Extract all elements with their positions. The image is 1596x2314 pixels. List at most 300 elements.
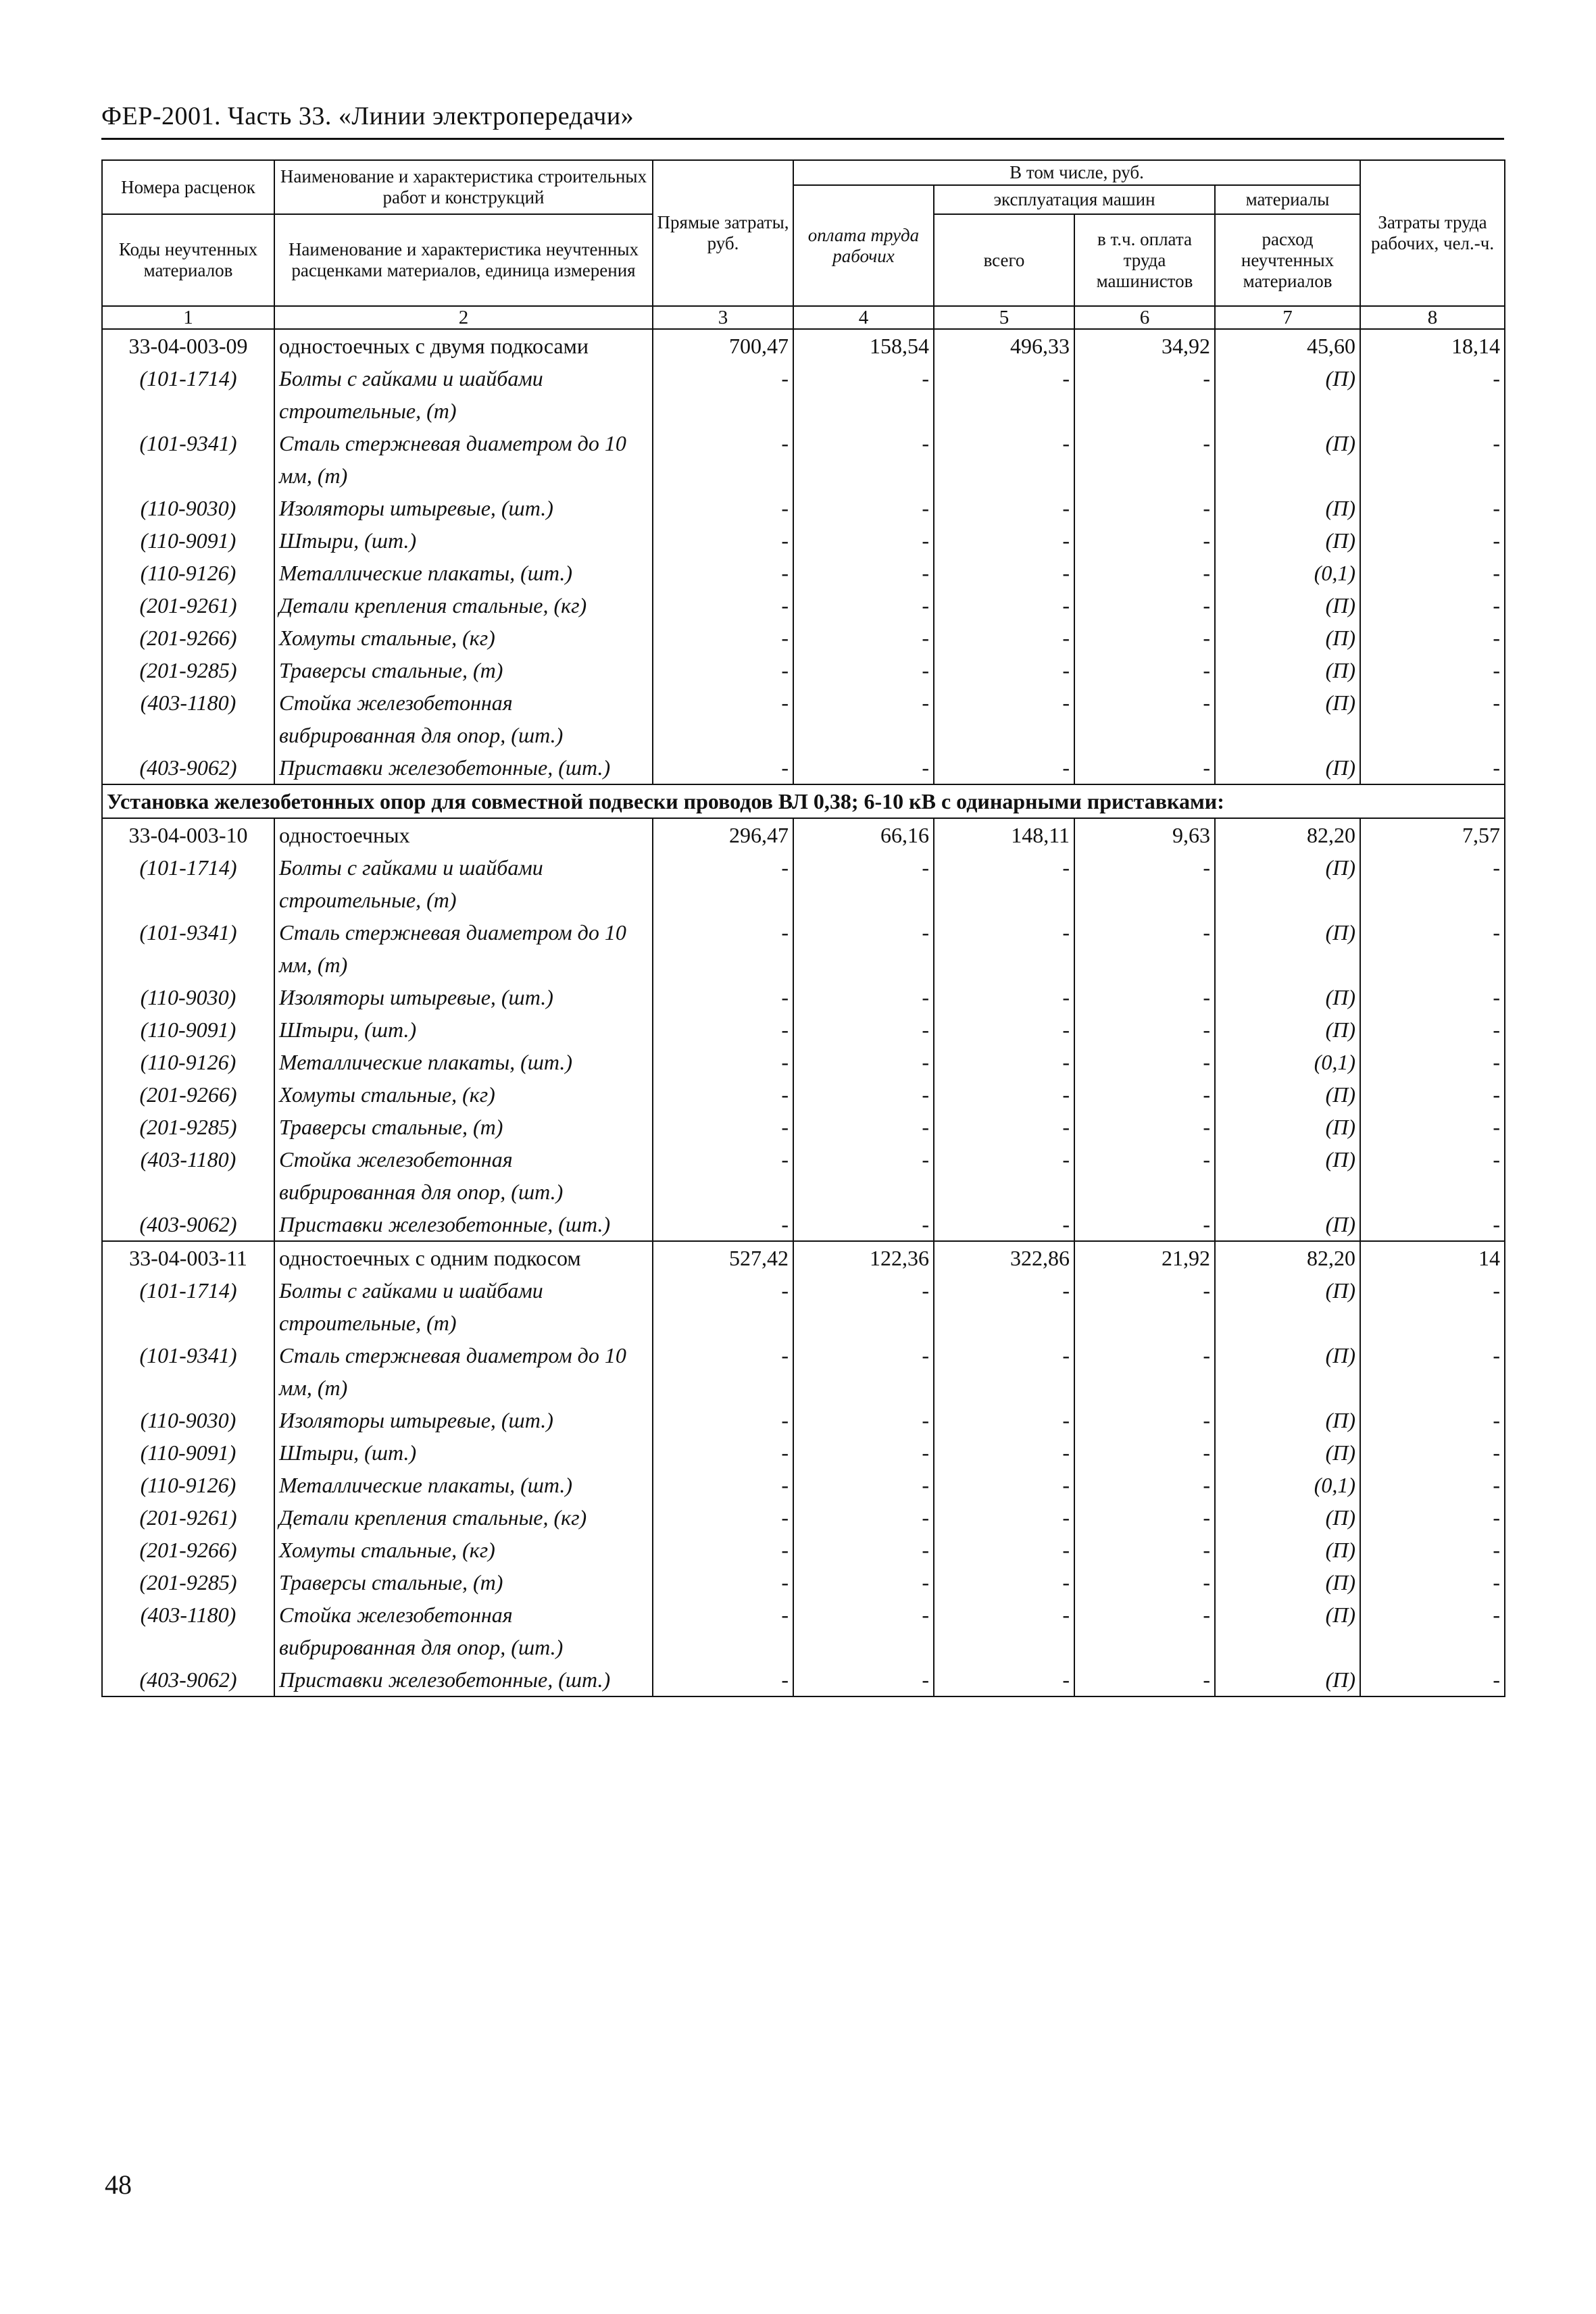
labor-hours-value: -	[1360, 751, 1505, 784]
operator-pay-value: -	[1074, 1469, 1215, 1501]
direct-costs-value: 700,47	[653, 329, 793, 362]
material-name: Металлические плакаты, (шт.)	[274, 1046, 653, 1078]
labor-hours-value: -	[1360, 1208, 1505, 1241]
estimate-table	[101, 159, 1505, 1697]
materials-value: (П)	[1215, 427, 1360, 492]
material-row	[102, 1274, 1505, 1339]
direct-costs-value: -	[653, 654, 793, 686]
worker-pay-value: -	[793, 1404, 934, 1436]
material-code: (110-9091)	[102, 1013, 274, 1046]
rate-code: 33-04-003-11	[102, 1241, 274, 1274]
direct-costs-value: -	[653, 1404, 793, 1436]
page-number: 48	[105, 2169, 132, 2200]
machines-total-value: -	[934, 589, 1074, 622]
material-code: (201-9261)	[102, 1501, 274, 1534]
labor-hours-value: -	[1360, 1046, 1505, 1078]
operator-pay-value: -	[1074, 1111, 1215, 1143]
labor-hours-value: -	[1360, 1436, 1505, 1469]
material-name: Болты с гайками и шайбами строительные, (т)	[274, 851, 653, 916]
direct-costs-value: -	[653, 427, 793, 492]
materials-value: (П)	[1215, 1208, 1360, 1241]
material-name: Металлические плакаты, (шт.)	[274, 557, 653, 589]
worker-pay-value: -	[793, 589, 934, 622]
labor-hours-value: -	[1360, 589, 1505, 622]
material-row	[102, 1501, 1505, 1534]
worker-pay-value: 158,54	[793, 329, 934, 362]
labor-hours-value: -	[1360, 851, 1505, 916]
labor-hours-value: -	[1360, 622, 1505, 654]
direct-costs-value: -	[653, 1111, 793, 1143]
material-row	[102, 1208, 1505, 1241]
material-code: (403-9062)	[102, 1208, 274, 1241]
worker-pay-value: -	[793, 686, 934, 751]
machines-total-value: -	[934, 1599, 1074, 1663]
machines-total-value: -	[934, 1469, 1074, 1501]
material-name: Штыри, (шт.)	[274, 524, 653, 557]
material-code: (110-9091)	[102, 524, 274, 557]
column-number: 8	[1360, 306, 1505, 329]
rate-row	[102, 1241, 1505, 1274]
material-name: Хомуты стальные, (кг)	[274, 622, 653, 654]
materials-value: (П)	[1215, 1274, 1360, 1339]
machines-total-value: -	[934, 686, 1074, 751]
material-code: (101-9341)	[102, 427, 274, 492]
materials-value: (0,1)	[1215, 1046, 1360, 1078]
worker-pay-value: -	[793, 654, 934, 686]
worker-pay-value: -	[793, 427, 934, 492]
material-row	[102, 622, 1505, 654]
material-code: (101-1714)	[102, 362, 274, 427]
material-name: Сталь стержневая диаметром до 10 мм, (т)	[274, 916, 653, 981]
material-row	[102, 1046, 1505, 1078]
worker-pay-value: -	[793, 1534, 934, 1566]
labor-hours-value: -	[1360, 1599, 1505, 1663]
materials-value: (П)	[1215, 1599, 1360, 1663]
direct-costs-value: -	[653, 1274, 793, 1339]
material-name: Болты с гайками и шайбами строительные, (т)	[274, 362, 653, 427]
material-code: (110-9030)	[102, 492, 274, 524]
rate-code: 33-04-003-10	[102, 818, 274, 851]
material-row	[102, 1566, 1505, 1599]
material-row	[102, 557, 1505, 589]
materials-value: (П)	[1215, 1111, 1360, 1143]
operator-pay-value: -	[1074, 589, 1215, 622]
materials-value: (П)	[1215, 492, 1360, 524]
material-row	[102, 851, 1505, 916]
machines-total-value: 496,33	[934, 329, 1074, 362]
operator-pay-value: -	[1074, 981, 1215, 1013]
operator-pay-value: -	[1074, 362, 1215, 427]
operator-pay-value: -	[1074, 1534, 1215, 1566]
page-header: ФЕР-2001. Часть 33. «Линии электропередачи»	[101, 102, 634, 130]
machines-total-value: -	[934, 1566, 1074, 1599]
column-number: 6	[1074, 306, 1215, 329]
machines-total-value: -	[934, 557, 1074, 589]
operator-pay-value: -	[1074, 427, 1215, 492]
worker-pay-value: 122,36	[793, 1241, 934, 1274]
header-labor-hours: Затраты труда рабочих, чел.-ч.	[1360, 160, 1505, 306]
operator-pay-value: -	[1074, 1404, 1215, 1436]
materials-value: 82,20	[1215, 818, 1360, 851]
labor-hours-value: -	[1360, 362, 1505, 427]
materials-value: 82,20	[1215, 1241, 1360, 1274]
labor-hours-value: -	[1360, 427, 1505, 492]
materials-value: (П)	[1215, 362, 1360, 427]
machines-total-value: -	[934, 1501, 1074, 1534]
operator-pay-value: -	[1074, 686, 1215, 751]
labor-hours-value: -	[1360, 686, 1505, 751]
machines-total-value: -	[934, 1208, 1074, 1241]
materials-value: (П)	[1215, 686, 1360, 751]
machines-total-value: -	[934, 1078, 1074, 1111]
header-rule	[101, 138, 1504, 140]
material-name: Изоляторы штыревые, (шт.)	[274, 492, 653, 524]
worker-pay-value: -	[793, 362, 934, 427]
operator-pay-value: 21,92	[1074, 1241, 1215, 1274]
material-code: (110-9030)	[102, 981, 274, 1013]
operator-pay-value: -	[1074, 1599, 1215, 1663]
material-name: Приставки железобетонные, (шт.)	[274, 1663, 653, 1696]
operator-pay-value: -	[1074, 1143, 1215, 1208]
material-row	[102, 751, 1505, 784]
material-name: Траверсы стальные, (т)	[274, 1566, 653, 1599]
labor-hours-value: -	[1360, 1663, 1505, 1696]
operator-pay-value: -	[1074, 1078, 1215, 1111]
labor-hours-value: -	[1360, 1469, 1505, 1501]
direct-costs-value: -	[653, 916, 793, 981]
direct-costs-value: -	[653, 1534, 793, 1566]
material-row	[102, 1143, 1505, 1208]
worker-pay-value: -	[793, 1274, 934, 1339]
labor-hours-value: 14	[1360, 1241, 1505, 1274]
material-name: Изоляторы штыревые, (шт.)	[274, 981, 653, 1013]
material-row	[102, 686, 1505, 751]
material-name: Стойка железобетонная вибрированная для опор, (шт.)	[274, 1599, 653, 1663]
material-name: Хомуты стальные, (кг)	[274, 1534, 653, 1566]
material-row	[102, 1436, 1505, 1469]
machines-total-value: -	[934, 851, 1074, 916]
worker-pay-value: -	[793, 622, 934, 654]
labor-hours-value: -	[1360, 1143, 1505, 1208]
direct-costs-value: -	[653, 851, 793, 916]
direct-costs-value: -	[653, 1046, 793, 1078]
machines-total-value: -	[934, 916, 1074, 981]
materials-value: (П)	[1215, 1436, 1360, 1469]
header-worker-pay: оплата труда рабочих	[793, 185, 934, 306]
materials-value: (П)	[1215, 751, 1360, 784]
material-name: Сталь стержневая диаметром до 10 мм, (т)	[274, 1339, 653, 1404]
material-code: (403-9062)	[102, 1663, 274, 1696]
worker-pay-value: 66,16	[793, 818, 934, 851]
machines-total-value: -	[934, 1046, 1074, 1078]
labor-hours-value: -	[1360, 524, 1505, 557]
worker-pay-value: -	[793, 1469, 934, 1501]
machines-total-value: 322,86	[934, 1241, 1074, 1274]
worker-pay-value: -	[793, 557, 934, 589]
rate-row	[102, 329, 1505, 362]
header-material-names: Наименование и характеристика неучтенных расценками материалов, единица измерения	[274, 214, 653, 306]
material-name: Детали крепления стальные, (кг)	[274, 1501, 653, 1534]
material-row	[102, 492, 1505, 524]
material-name: Стойка железобетонная вибрированная для опор, (шт.)	[274, 686, 653, 751]
materials-value: (П)	[1215, 1404, 1360, 1436]
material-code: (101-9341)	[102, 916, 274, 981]
labor-hours-value: -	[1360, 1404, 1505, 1436]
material-name: Траверсы стальные, (т)	[274, 654, 653, 686]
machines-total-value: -	[934, 1274, 1074, 1339]
machines-total-value: -	[934, 1013, 1074, 1046]
machines-total-value: -	[934, 427, 1074, 492]
material-row	[102, 1534, 1505, 1566]
material-code: (201-9266)	[102, 1078, 274, 1111]
materials-value: (П)	[1215, 1143, 1360, 1208]
worker-pay-value: -	[793, 916, 934, 981]
direct-costs-value: -	[653, 622, 793, 654]
operator-pay-value: -	[1074, 524, 1215, 557]
direct-costs-value: -	[653, 1078, 793, 1111]
materials-value: (П)	[1215, 1566, 1360, 1599]
worker-pay-value: -	[793, 1111, 934, 1143]
material-row	[102, 362, 1505, 427]
materials-value: (П)	[1215, 1501, 1360, 1534]
rate-name: одностоечных	[274, 818, 653, 851]
material-code: (403-1180)	[102, 1143, 274, 1208]
material-name: Траверсы стальные, (т)	[274, 1111, 653, 1143]
column-number: 5	[934, 306, 1074, 329]
labor-hours-value: -	[1360, 916, 1505, 981]
material-code: (201-9266)	[102, 1534, 274, 1566]
labor-hours-value: -	[1360, 1274, 1505, 1339]
worker-pay-value: -	[793, 1143, 934, 1208]
material-code: (110-9091)	[102, 1436, 274, 1469]
material-name: Металлические плакаты, (шт.)	[274, 1469, 653, 1501]
direct-costs-value: -	[653, 981, 793, 1013]
worker-pay-value: -	[793, 1046, 934, 1078]
material-name: Сталь стержневая диаметром до 10 мм, (т)	[274, 427, 653, 492]
worker-pay-value: -	[793, 1078, 934, 1111]
materials-value: (П)	[1215, 851, 1360, 916]
material-name: Штыри, (шт.)	[274, 1436, 653, 1469]
materials-value: (П)	[1215, 1013, 1360, 1046]
machines-total-value: -	[934, 492, 1074, 524]
operator-pay-value: -	[1074, 1274, 1215, 1339]
material-row	[102, 524, 1505, 557]
material-code: (403-1180)	[102, 686, 274, 751]
labor-hours-value: -	[1360, 1339, 1505, 1404]
column-number: 2	[274, 306, 653, 329]
direct-costs-value: -	[653, 1208, 793, 1241]
machines-total-value: -	[934, 524, 1074, 557]
material-code: (101-1714)	[102, 1274, 274, 1339]
operator-pay-value: -	[1074, 1566, 1215, 1599]
operator-pay-value: -	[1074, 1436, 1215, 1469]
labor-hours-value: -	[1360, 654, 1505, 686]
material-row	[102, 427, 1505, 492]
machines-total-value: -	[934, 751, 1074, 784]
machines-total-value: -	[934, 622, 1074, 654]
machines-total-value: -	[934, 362, 1074, 427]
worker-pay-value: -	[793, 1339, 934, 1404]
materials-value: (П)	[1215, 524, 1360, 557]
materials-value: (П)	[1215, 1078, 1360, 1111]
labor-hours-value: -	[1360, 557, 1505, 589]
rate-name: одностоечных с двумя подкосами	[274, 329, 653, 362]
machines-total-value: -	[934, 1143, 1074, 1208]
material-code: (101-1714)	[102, 851, 274, 916]
materials-value: (П)	[1215, 622, 1360, 654]
column-numbers-row	[102, 306, 1505, 329]
materials-value: 45,60	[1215, 329, 1360, 362]
rate-row	[102, 818, 1505, 851]
materials-value: (П)	[1215, 1534, 1360, 1566]
header-materials: материалы	[1215, 185, 1360, 214]
material-code: (201-9266)	[102, 622, 274, 654]
direct-costs-value: -	[653, 524, 793, 557]
operator-pay-value: -	[1074, 751, 1215, 784]
operator-pay-value: -	[1074, 851, 1215, 916]
operator-pay-value: -	[1074, 492, 1215, 524]
worker-pay-value: -	[793, 1599, 934, 1663]
material-row	[102, 1404, 1505, 1436]
operator-pay-value: -	[1074, 557, 1215, 589]
material-name: Изоляторы штыревые, (шт.)	[274, 1404, 653, 1436]
material-code: (201-9285)	[102, 1566, 274, 1599]
materials-value: (П)	[1215, 1663, 1360, 1696]
material-row	[102, 654, 1505, 686]
column-number: 7	[1215, 306, 1360, 329]
machines-total-value: -	[934, 1404, 1074, 1436]
labor-hours-value: 18,14	[1360, 329, 1505, 362]
materials-value: (0,1)	[1215, 557, 1360, 589]
labor-hours-value: -	[1360, 1111, 1505, 1143]
machines-total-value: -	[934, 1111, 1074, 1143]
operator-pay-value: -	[1074, 1663, 1215, 1696]
worker-pay-value: -	[793, 1013, 934, 1046]
machines-total-value: -	[934, 654, 1074, 686]
material-code: (403-1180)	[102, 1599, 274, 1663]
materials-value: (П)	[1215, 1339, 1360, 1404]
operator-pay-value: 9,63	[1074, 818, 1215, 851]
direct-costs-value: -	[653, 1339, 793, 1404]
direct-costs-value: -	[653, 557, 793, 589]
rate-name: одностоечных с одним подкосом	[274, 1241, 653, 1274]
column-number: 1	[102, 306, 274, 329]
operator-pay-value: -	[1074, 1013, 1215, 1046]
machines-total-value: -	[934, 1339, 1074, 1404]
worker-pay-value: -	[793, 1501, 934, 1534]
direct-costs-value: -	[653, 751, 793, 784]
header-work-name: Наименование и характеристика строительных работ и конструкций	[274, 160, 653, 214]
header-material-usage: расход неучтенных материалов	[1215, 214, 1360, 306]
material-code: (201-9261)	[102, 589, 274, 622]
header-rate-numbers: Номера расценок	[102, 160, 274, 214]
material-code: (101-9341)	[102, 1339, 274, 1404]
direct-costs-value: -	[653, 492, 793, 524]
header-machines-total: всего	[934, 214, 1074, 306]
material-row	[102, 1013, 1505, 1046]
material-row	[102, 916, 1505, 981]
operator-pay-value: -	[1074, 1339, 1215, 1404]
material-name: Стойка железобетонная вибрированная для опор, (шт.)	[274, 1143, 653, 1208]
labor-hours-value: -	[1360, 1078, 1505, 1111]
direct-costs-value: 527,42	[653, 1241, 793, 1274]
material-name: Болты с гайками и шайбами строительные, (т)	[274, 1274, 653, 1339]
direct-costs-value: -	[653, 362, 793, 427]
material-code: (201-9285)	[102, 654, 274, 686]
direct-costs-value: -	[653, 589, 793, 622]
labor-hours-value: -	[1360, 1566, 1505, 1599]
machines-total-value: -	[934, 1436, 1074, 1469]
materials-value: (0,1)	[1215, 1469, 1360, 1501]
operator-pay-value: -	[1074, 1046, 1215, 1078]
header-direct-costs: Прямые затраты, руб.	[653, 160, 793, 306]
column-number: 3	[653, 306, 793, 329]
material-row	[102, 1339, 1505, 1404]
worker-pay-value: -	[793, 524, 934, 557]
direct-costs-value: -	[653, 1143, 793, 1208]
materials-value: (П)	[1215, 981, 1360, 1013]
worker-pay-value: -	[793, 1566, 934, 1599]
worker-pay-value: -	[793, 1436, 934, 1469]
operator-pay-value: 34,92	[1074, 329, 1215, 362]
section-heading: Установка железобетонных опор для совместной подвески проводов ВЛ 0,38; 6-10 кВ с одинарными приставками:	[102, 784, 1505, 818]
material-name: Штыри, (шт.)	[274, 1013, 653, 1046]
material-row	[102, 1111, 1505, 1143]
direct-costs-value: -	[653, 1469, 793, 1501]
worker-pay-value: -	[793, 492, 934, 524]
header-machines: эксплуатация машин	[934, 185, 1215, 214]
operator-pay-value: -	[1074, 622, 1215, 654]
worker-pay-value: -	[793, 751, 934, 784]
direct-costs-value: -	[653, 1501, 793, 1534]
labor-hours-value: -	[1360, 1501, 1505, 1534]
labor-hours-value: 7,57	[1360, 818, 1505, 851]
section-heading-row	[102, 784, 1505, 818]
materials-value: (П)	[1215, 916, 1360, 981]
machines-total-value: -	[934, 1663, 1074, 1696]
material-row	[102, 1599, 1505, 1663]
table-body	[102, 329, 1505, 1696]
worker-pay-value: -	[793, 1663, 934, 1696]
direct-costs-value: -	[653, 1013, 793, 1046]
table-header	[102, 160, 1505, 329]
material-row	[102, 1078, 1505, 1111]
labor-hours-value: -	[1360, 1013, 1505, 1046]
material-name: Хомуты стальные, (кг)	[274, 1078, 653, 1111]
material-row	[102, 589, 1505, 622]
material-code: (110-9126)	[102, 1469, 274, 1501]
worker-pay-value: -	[793, 851, 934, 916]
direct-costs-value: 296,47	[653, 818, 793, 851]
materials-value: (П)	[1215, 654, 1360, 686]
direct-costs-value: -	[653, 1663, 793, 1696]
machines-total-value: -	[934, 981, 1074, 1013]
worker-pay-value: -	[793, 1208, 934, 1241]
materials-value: (П)	[1215, 589, 1360, 622]
direct-costs-value: -	[653, 1566, 793, 1599]
machines-total-value: -	[934, 1534, 1074, 1566]
direct-costs-value: -	[653, 686, 793, 751]
material-name: Приставки железобетонные, (шт.)	[274, 1208, 653, 1241]
material-code: (110-9126)	[102, 1046, 274, 1078]
material-code: (201-9285)	[102, 1111, 274, 1143]
material-row	[102, 981, 1505, 1013]
material-name: Приставки железобетонные, (шт.)	[274, 751, 653, 784]
material-row	[102, 1663, 1505, 1696]
direct-costs-value: -	[653, 1599, 793, 1663]
header-operator-pay: в т.ч. оплата труда машинистов	[1074, 214, 1215, 306]
labor-hours-value: -	[1360, 981, 1505, 1013]
